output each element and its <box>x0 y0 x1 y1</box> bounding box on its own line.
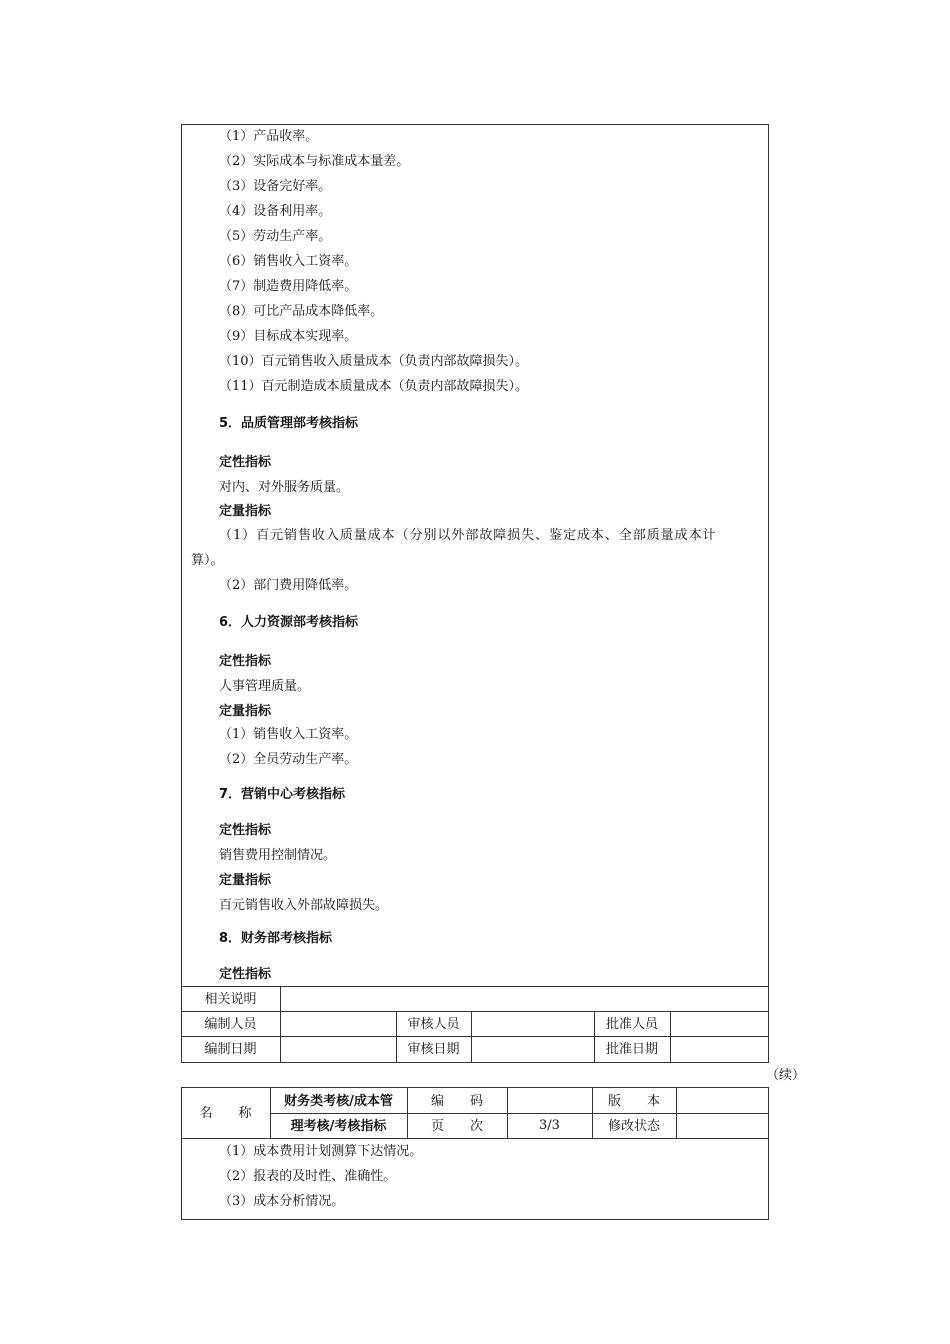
continued-marker: （续） <box>766 1068 806 1083</box>
section-6-qual-text: 人事管理质量。 <box>219 679 311 694</box>
revision-label: 修改状态 <box>607 1119 660 1134</box>
header-divider <box>270 1113 769 1114</box>
section-8-qual-label: 定性指标 <box>219 967 272 982</box>
section-5-qual-label: 定性指标 <box>219 455 272 470</box>
edit-date-label: 编制日期 <box>204 1042 257 1057</box>
footer-divider <box>471 1011 472 1063</box>
related-notes-label: 相关说明 <box>204 992 257 1007</box>
section-7-qual-text: 销售费用控制情况。 <box>219 848 337 863</box>
section-7-heading: 7．营销中心考核指标 <box>219 787 346 802</box>
name-value-line-1: 财务类考核/成本管 <box>284 1094 393 1109</box>
code-label: 编 码 <box>430 1094 483 1109</box>
footer-divider <box>181 1036 769 1037</box>
section-6-item-1: （1）销售收入工资率。 <box>219 727 358 742</box>
list-item: （1）产品收率。 <box>219 129 319 144</box>
footer-divider <box>181 1011 769 1012</box>
approve-date-label: 批准日期 <box>605 1042 658 1057</box>
header-divider <box>676 1087 677 1138</box>
list-item: （5）劳动生产率。 <box>219 229 332 244</box>
list-item: （2）实际成本与标准成本量差。 <box>219 154 410 169</box>
list-item: （6）销售收入工资率。 <box>219 254 358 269</box>
section-6-quant-label: 定量指标 <box>219 704 272 719</box>
list-item: （2）报表的及时性、准确性。 <box>219 1169 397 1184</box>
section-5-qual-text: 对内、对外服务质量。 <box>219 480 350 495</box>
footer-divider <box>181 986 769 987</box>
approver-label: 批准人员 <box>605 1017 658 1032</box>
section-6-qual-label: 定性指标 <box>219 654 272 669</box>
section-7-qual-label: 定性指标 <box>219 823 272 838</box>
name-label: 名 称 <box>199 1106 252 1121</box>
footer-divider <box>280 986 281 1063</box>
header-divider <box>181 1138 769 1139</box>
section-5-item-1: （1）百元销售收入质量成本（分别以外部故障损失、鉴定成本、全部质量成本计 <box>219 528 717 543</box>
section-5-item-2: （2）部门费用降低率。 <box>219 578 358 593</box>
list-item: （4）设备利用率。 <box>219 204 332 219</box>
section-5-heading: 5．品质管理部考核指标 <box>219 416 359 431</box>
list-item: （11）百元制造成本质量成本（负责内部故障损失）。 <box>219 379 529 394</box>
list-item: （1）成本费用计划测算下达情况。 <box>219 1144 423 1159</box>
list-item: （10）百元销售收入质量成本（负责内部故障损失）。 <box>219 354 529 369</box>
list-item: （7）制造费用降低率。 <box>219 279 358 294</box>
section-5-quant-label: 定量指标 <box>219 504 272 519</box>
page-number: 3/3 <box>539 1118 560 1133</box>
section-6-item-2: （2）全员劳动生产率。 <box>219 752 358 767</box>
list-item: （3）成本分析情况。 <box>219 1194 345 1209</box>
name-value-line-2: 理考核/考核指标 <box>290 1119 387 1134</box>
editor-label: 编制人员 <box>204 1017 257 1032</box>
list-item: （9）目标成本实现率。 <box>219 329 358 344</box>
list-item: （8）可比产品成本降低率。 <box>219 304 384 319</box>
footer-divider <box>670 1011 671 1063</box>
section-5-item-1-cont: 算）。 <box>191 553 224 568</box>
section-7-quant-text: 百元销售收入外部故障损失。 <box>219 898 389 913</box>
page-label: 页 次 <box>430 1119 483 1134</box>
section-7-quant-label: 定量指标 <box>219 873 272 888</box>
list-item: （3）设备完好率。 <box>219 179 332 194</box>
reviewer-label: 审核人员 <box>407 1017 460 1032</box>
review-date-label: 审核日期 <box>407 1042 460 1057</box>
section-6-heading: 6．人力资源部考核指标 <box>219 615 359 630</box>
version-label: 版 本 <box>607 1094 660 1109</box>
section-8-heading: 8．财务部考核指标 <box>219 931 333 946</box>
